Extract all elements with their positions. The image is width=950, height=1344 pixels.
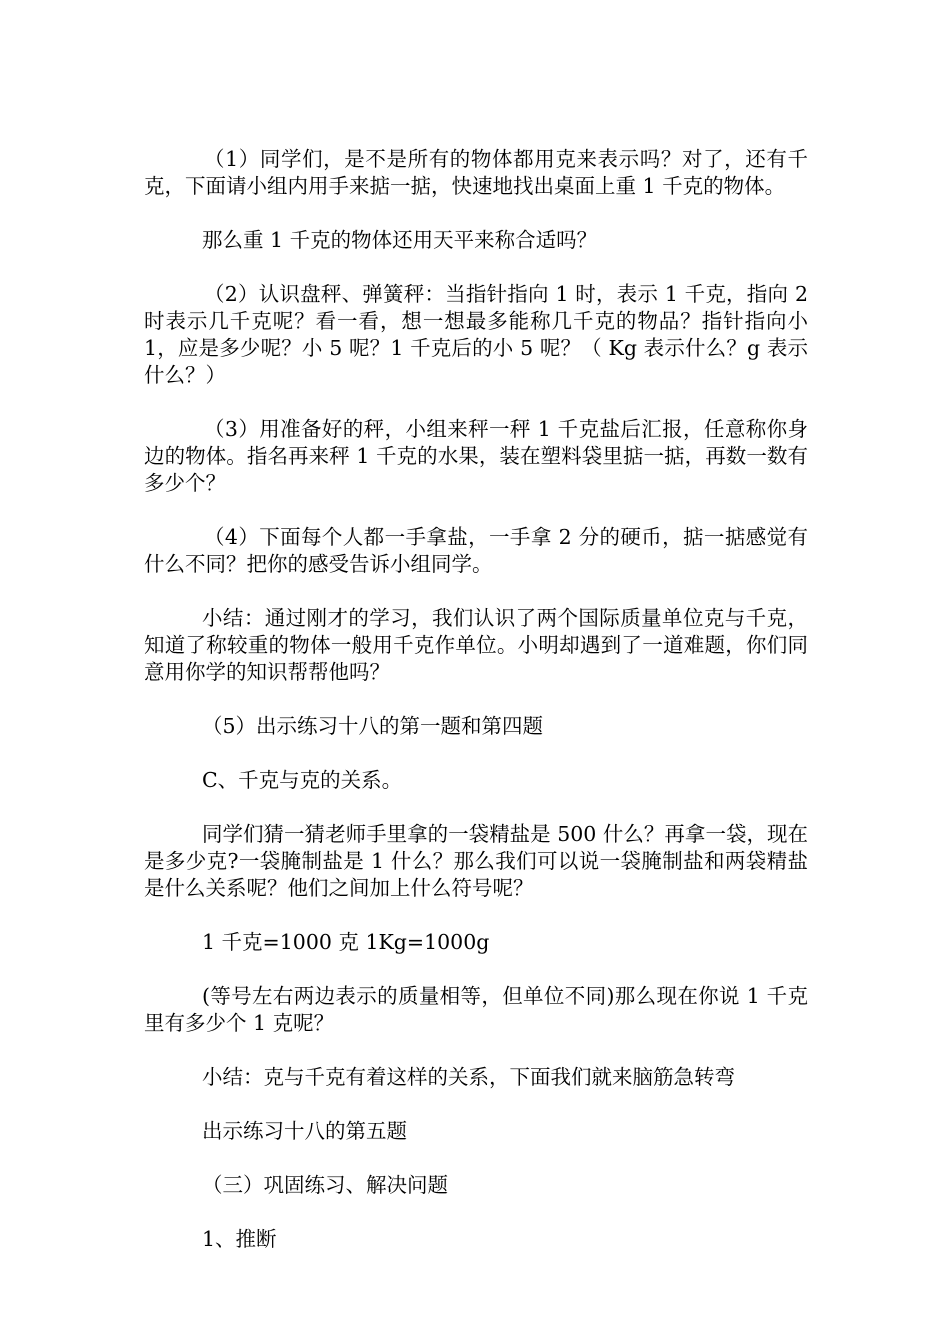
paragraph-4: （3）用准备好的秤，小组来秤一秤 1 千克盐后汇报，任意称你身边的物体。指名再来秤 1 千克的水果，装在塑料袋里掂一掂，再数一数有多少个？ — [144, 417, 808, 495]
paragraph-summary-2: 小结：克与千克有着这样的关系，下面我们就来脑筋急转弯 — [202, 1065, 735, 1089]
paragraph-8: (等号左右两边表示的质量相等，但单位不同)那么现在你说 1 千克里有多少个 1 克呢？ — [144, 984, 808, 1035]
paragraph-6: （5）出示练习十八的第一题和第四题 — [202, 714, 544, 738]
paragraph-5: （4）下面每个人都一手拿盐，一手拿 2 分的硬币，掂一掂感觉有什么不同？把你的感受告诉小组同学。 — [144, 525, 808, 576]
list-item-1: 1、推断 — [202, 1227, 277, 1251]
paragraph-7: 同学们猜一猜老师手里拿的一袋精盐是 500 什么？再拿一袋，现在是多少克?一袋腌制盐是 1 什么？那么我们可以说一袋腌制盐和两袋精盐是什么关系呢？他们之间加上什么符号呢？ — [144, 822, 808, 900]
paragraph-9: 出示练习十八的第五题 — [202, 1119, 407, 1143]
paragraph-2: 那么重 1 千克的物体还用天平来称合适吗？ — [202, 228, 598, 252]
document-body — [144, 146, 808, 1280]
section-heading-3: （三）巩固练习、解决问题 — [202, 1173, 448, 1197]
formula-line: 1 千克=1000 克 1Kg=1000g — [202, 930, 490, 954]
paragraph-summary-1: 小结：通过刚才的学习，我们认识了两个国际质量单位克与千克，知道了称较重的物体一般用千克作单位。小明却遇到了一道难题，你们同意用你学的知识帮帮他吗？ — [144, 606, 808, 684]
section-heading-c: C、千克与克的关系。 — [202, 768, 403, 792]
paragraph-3: （2）认识盘秤、弹簧秤：当指针指向 1 时，表示 1 千克，指向 2 时表示几千克呢？看一看，想一想最多能称几千克的物品？指针指向小 1，应是多少呢？小 5 呢？1 千克后的小 5 呢？（ Kg 表示什么？g 表示什么？） — [144, 282, 808, 387]
paragraph-1: （1）同学们，是不是所有的物体都用克来表示吗？对了，还有千克，下面请小组内用手来掂一掂，快速地找出桌面上重 1 千克的物体。 — [144, 147, 808, 198]
